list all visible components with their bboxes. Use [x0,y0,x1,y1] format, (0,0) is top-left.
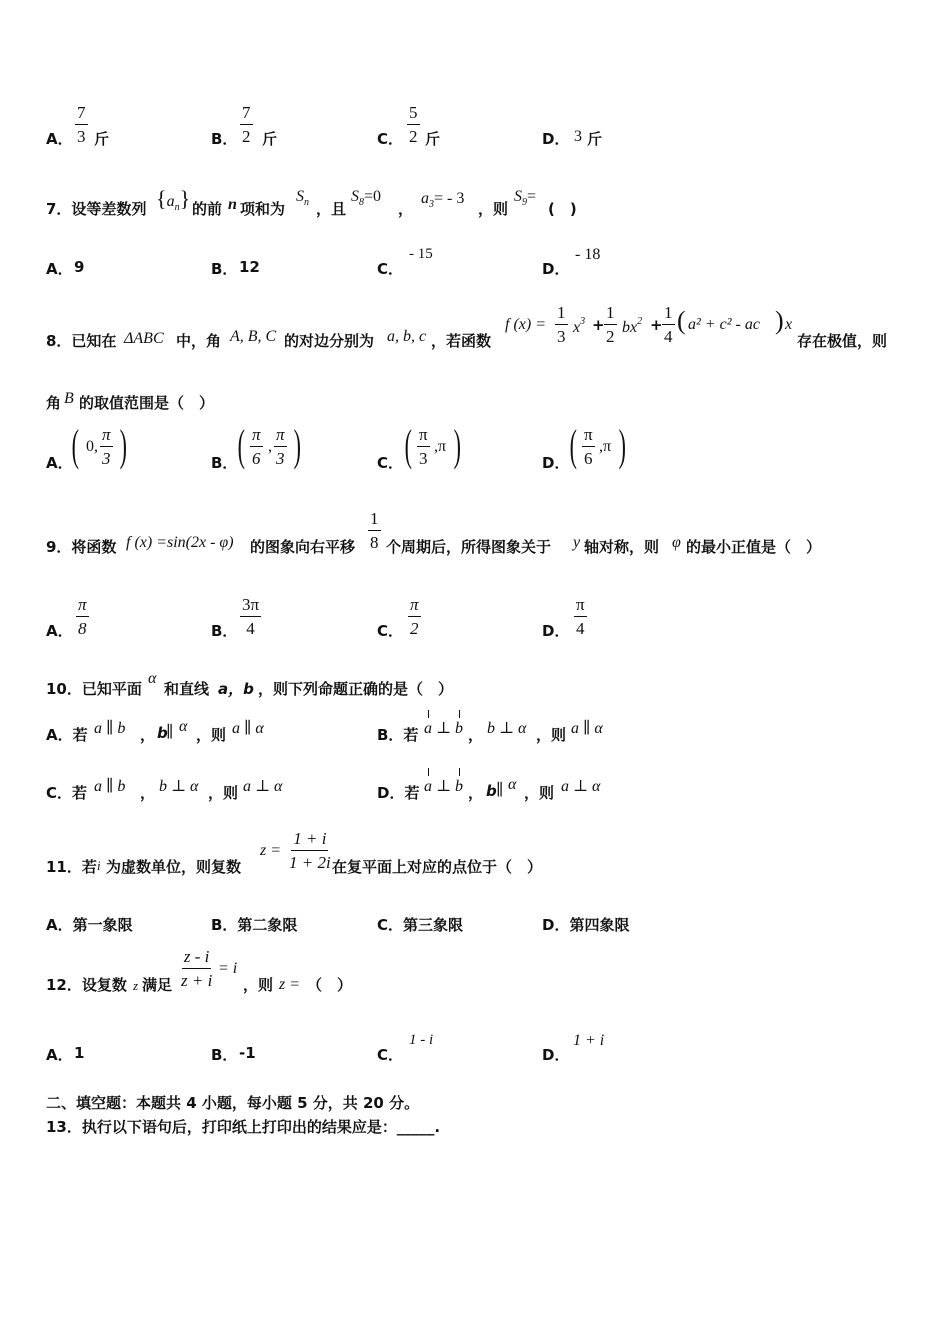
q11-stem-text: 11．若 [46,858,97,876]
q8-angles: A, B, C [230,328,277,345]
q6-a-label: A． [46,130,73,148]
q12-fraction: $\frac{z - i}{z + i}$ [181,947,213,990]
q8-term2-var: $bx^2$ [622,316,643,336]
q10-c-conclusion: a ⊥ α [243,778,283,795]
q10-c-label: C．若 [46,784,88,802]
q10-a-then: ，则 [196,726,227,744]
q10-stem-text: 10．已知平面 [46,680,142,698]
q10-ab: a，b [218,680,254,698]
q12-c-value: 1 - i [409,1032,434,1048]
q10-b-sep: ， [468,726,484,744]
q8-b-rparen: ) [293,421,301,470]
q8-stem-text-5: 存在极值，则 [797,332,888,350]
q11-stem-text-3: 在复平面上对应的点位于（ ） [332,858,543,876]
q12-d-label: D． [542,1046,570,1064]
q9-phi: φ [672,534,681,551]
q8-plus2: + [650,316,663,334]
q12-z: z [133,978,139,993]
q10-a-sep: ， [140,726,156,744]
q10-a-conclusion: a ∥ α [232,720,264,737]
q10-d-alpha: α [508,776,517,793]
q10-b-label: B．若 [377,726,419,744]
q10-c-cond1: a ∥ b [94,778,126,795]
q6-c-fraction: $\frac{5}{2}$ [409,103,418,146]
q10-d-vector-tick-a [428,768,429,776]
q9-stem-text: 9．将函数 [46,538,117,556]
q9-b-label: B． [211,622,238,640]
q12-stem-text: 12．设复数 [46,976,127,994]
q8-a-rparen: ) [119,421,127,470]
q8-a-lparen: ( [71,421,79,470]
q8-tail-x: x [785,316,793,333]
q7-stem-text-5: ，则 [478,200,509,218]
q6-b-label: B． [211,130,238,148]
q8-a-left: 0, [86,438,98,455]
q11-option-b: B．第二象限 [211,916,298,934]
q12-eq: = i [218,960,238,977]
q7-d-value: - 18 [575,246,601,263]
q8-b-lparen: ( [237,421,245,470]
q8-c-rparen: ) [453,421,461,470]
q10-a-alpha: α [179,718,188,735]
q7-stem-text-3: 项和为 [240,200,286,218]
q12-z-eq: z = [279,976,301,993]
q10-b-cond2: b ⊥ α [487,720,527,737]
q12-stem-text-3: ，则 [243,976,274,994]
q6-d-label: D． [542,130,570,148]
q12-stem-text-2: 满足 [142,976,173,994]
q8-inner-expr: a² + c² - ac [688,316,760,333]
q10-d-conclusion: a ⊥ α [561,778,601,795]
q10-d-sep: ， [468,784,484,802]
q8-stem-text-2: 中，角 [176,332,222,350]
q9-y: y [573,534,581,551]
q8-triangle: ΔABC [124,330,164,347]
q8-c-label: C． [377,454,404,472]
q10-b-then: ，则 [536,726,567,744]
q8-term2-frac: $\frac{1}{2}$ [606,303,615,346]
q9-stem-text-2: 的图象向右平移 [250,538,356,556]
q9-a-frac: $\frac{\pi}{8}$ [78,595,87,638]
q10-a-cond1: a ∥ b [94,720,126,737]
q10-d-parallel: ∥ [496,782,504,799]
q10-d-then: ，则 [524,784,555,802]
q9-c-frac: $\frac{\pi}{2}$ [410,595,419,638]
q8-sides: a, b, c [387,328,427,345]
q11-stem-text-2: 为虚数单位，则复数 [106,858,242,876]
q11-option-a: A．第一象限 [46,916,133,934]
q9-a-label: A． [46,622,73,640]
q11-option-c: C．第三象限 [377,916,464,934]
q8-b-var: B [64,390,74,407]
q8-stem-text-4: ，若函数 [431,332,492,350]
q9-c-label: C． [377,622,404,640]
q9-stem-text-5: 的最小正值是（ ） [686,538,822,556]
q10-d-cond1: a ⊥ b [424,778,464,795]
q12-d-value: 1 + i [573,1032,605,1049]
q6-c-label: C． [377,130,404,148]
q8-term3-frac: $\frac{1}{4}$ [664,303,673,346]
q8-d-frac: $\frac{\pi}{6}$ [584,425,593,468]
q8-a-frac: $\frac{\pi}{3}$ [102,425,111,468]
q12-paren: （ ） [307,976,353,994]
q11-fraction: $\frac{1 + i}{1 + 2i}$ [289,829,331,872]
q10-b-vector-tick-b [459,710,460,718]
q10-c-cond2: b ⊥ α [159,778,199,795]
q10-d-label: D．若 [377,784,420,802]
q10-a-bvar: b [157,724,168,742]
q10-alpha: α [148,670,157,687]
q6-d-value: 3 [574,128,582,145]
q8-term1-var: $x^3$ [573,316,586,336]
q8-term1-frac: $\frac{1}{3}$ [557,303,566,346]
q7-stem-text-4: ，且 [316,200,347,218]
q6-a-fraction: $\frac{7}{3}$ [77,103,86,146]
q11-option-d: D．第四象限 [542,916,630,934]
q7-stem-text: 7．设等差数列 [46,200,147,218]
q9-fraction: $\frac{1}{8}$ [370,509,379,552]
q8-a-label: A． [46,454,73,472]
q7-comma: ， [398,200,414,218]
q8-c-right: ,π [434,438,447,455]
q10-c-then: ，则 [208,784,239,802]
q6-a-unit: 斤 [94,130,110,148]
q12-c-label: C． [377,1046,404,1064]
q12-b-value: -1 [239,1044,256,1062]
q12-b-label: B． [211,1046,238,1064]
q8-b-label: B． [211,454,238,472]
q7-a-value: 9 [74,258,85,276]
q7-cond2: $a_3= - 3$ [421,190,465,210]
q7-s9: $S_9=$ [514,188,537,208]
q7-a-label: A． [46,260,73,278]
q9-function: f (x) =sin(2x - φ) [126,534,234,551]
q9-b-frac: $\frac{3\pi}{4}$ [242,595,260,638]
q7-c-value: - 15 [409,246,433,262]
q7-c-label: C． [377,260,404,278]
q8-left-paren: ( [677,306,686,335]
q8-stem-text: 8．已知在 [46,332,117,350]
q6-c-unit: 斤 [425,130,441,148]
q7-paren: ( ) [548,200,577,218]
q11-i: i [97,858,101,873]
q6-b-unit: 斤 [262,130,278,148]
q8-d-lparen: ( [569,421,577,470]
q6-b-fraction: $\frac{7}{2}$ [242,103,251,146]
q8-d-label: D． [542,454,570,472]
q8-b-frac2: $\frac{\pi}{3}$ [276,425,285,468]
q10-a-parallel: ∥ [166,724,174,741]
q7-sequence: $\{a_n\}$ [156,186,191,213]
q10-d-bvar: b [486,782,497,800]
q9-d-label: D． [542,622,570,640]
q11-z: z = [260,842,282,859]
q9-stem-text-4: 轴对称，则 [584,538,660,556]
q8-b-comma: , [268,438,272,455]
q8-line2-text: 角 [46,394,62,412]
q7-b-label: B． [211,260,238,278]
q10-d-vector-tick-b [459,768,460,776]
q12-a-label: A． [46,1046,73,1064]
q10-b-conclusion: a ∥ α [571,720,603,737]
q8-stem-text-3: 的对边分别为 [284,332,375,350]
q8-function-lhs: f (x) = [505,316,546,333]
q7-stem-text-2: 的前 [192,200,223,218]
q8-right-paren: ) [775,306,784,335]
q10-b-cond1: a ⊥ b [424,720,464,737]
q7-d-label: D． [542,260,570,278]
q10-stem-text-2: 和直线 [164,680,210,698]
q6-d-unit: 斤 [587,130,603,148]
q8-d-right: ,π [599,438,612,455]
q8-d-rparen: ) [618,421,626,470]
section-title: 二、填空题：本题共 4 小题，每小题 5 分，共 20 分。 [46,1094,420,1112]
q10-b-vector-tick-a [428,710,429,718]
q9-stem-text-3: 个周期后，所得图象关于 [386,538,552,556]
q10-stem-text-3: ，则下列命题正确的是（ ） [258,680,454,698]
q9-d-frac: $\frac{\pi}{4}$ [576,595,585,638]
q8-line2-text-2: 的取值范围是（ ） [79,394,215,412]
q8-c-frac: $\frac{\pi}{3}$ [419,425,428,468]
q12-a-value: 1 [74,1044,85,1062]
q10-a-label: A．若 [46,726,88,744]
q8-c-lparen: ( [404,421,412,470]
q7-sn: $S_n$ [296,188,309,208]
q7-b-value: 12 [239,258,260,276]
q13-stem: 13．执行以下语句后，打印纸上打印出的结果应是：_____. [46,1118,441,1136]
q8-b-frac1: $\frac{\pi}{6}$ [252,425,261,468]
q10-c-sep: ， [140,784,156,802]
q7-cond1: $S_8=0$ [351,188,382,208]
q8-plus1: + [592,316,605,334]
q7-n: n [228,196,237,213]
